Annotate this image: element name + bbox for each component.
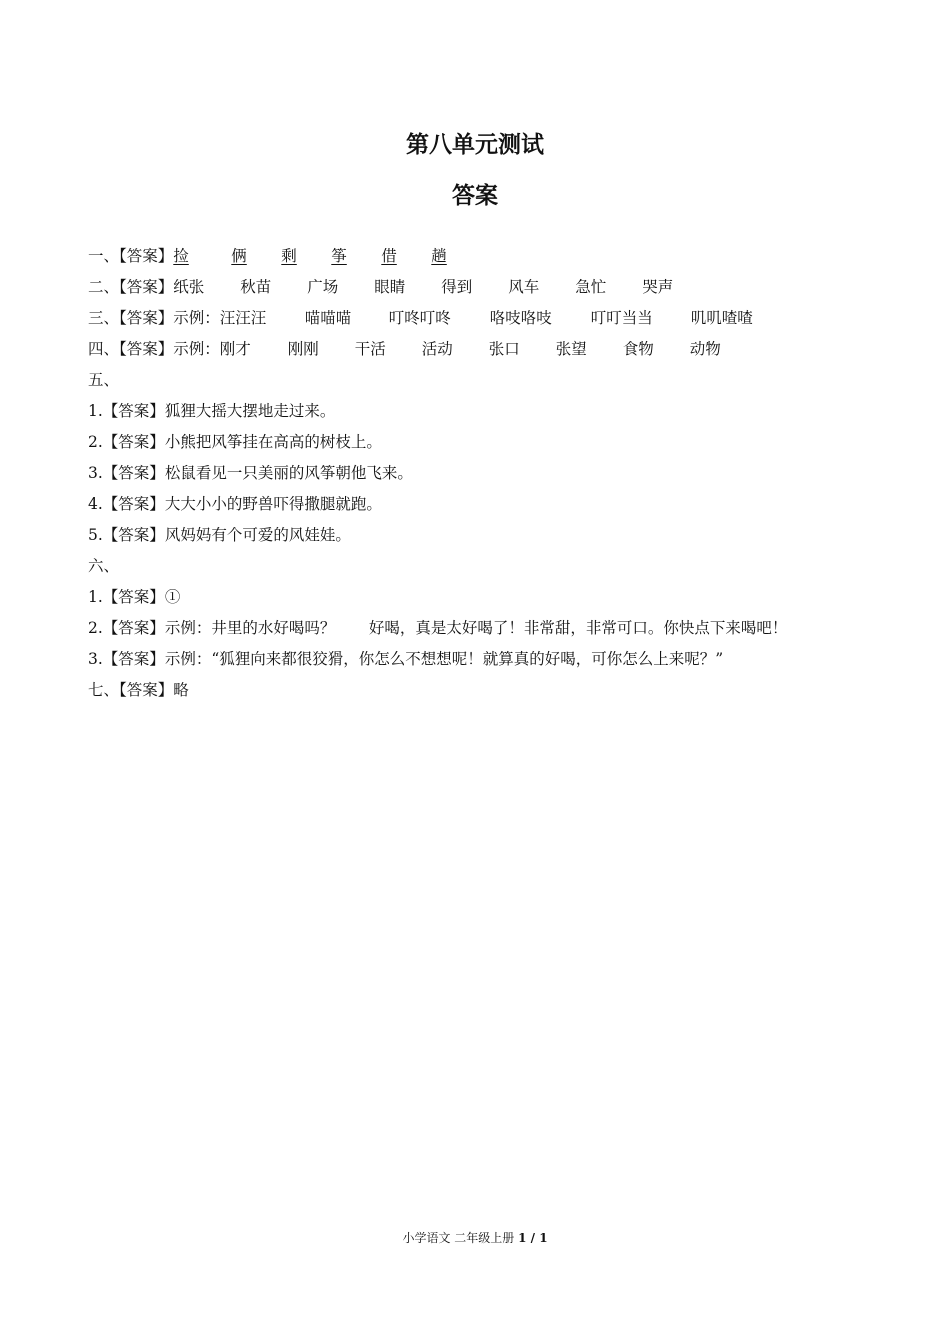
answer-tag: 【答案】	[102, 495, 165, 513]
item-number: 4.	[88, 495, 103, 513]
answer-text: 示例：“狐狸向来都很狡猾，你怎么不想想呢！就算真的好喝，可你怎么上来呢？”	[164, 650, 724, 668]
answer-word: 喵喵喵	[304, 309, 352, 327]
answer-item	[88, 494, 382, 514]
answer-item	[88, 525, 351, 545]
answer-text: 风妈妈有个可爱的风娃娃。	[164, 526, 351, 544]
answer-item	[88, 463, 413, 483]
answer-text: 大大小小的野兽吓得撒腿就跑。	[164, 495, 382, 513]
page-title: 第八单元测试	[406, 132, 544, 158]
answer-word: 眼睛	[374, 278, 406, 296]
answer-tag: 【答案】	[102, 433, 165, 451]
page-subtitle: 答案	[452, 183, 498, 209]
answer-text: 示例：井里的水好喝吗？	[164, 619, 336, 637]
answer-text: 狐狸大摇大摆地走过来。	[164, 402, 336, 420]
answer-word: 得到	[441, 278, 473, 296]
answer-word: 叽叽喳喳	[690, 309, 753, 327]
answer-word: 刚刚	[287, 340, 319, 358]
answer-tag: 【答案】	[102, 464, 165, 482]
answer-word: 食物	[622, 340, 654, 358]
answer-word: 刚才	[219, 340, 251, 358]
answer-word: 张口	[488, 340, 520, 358]
answer-line-4	[88, 339, 721, 359]
answer-tag: 【答案】	[119, 278, 174, 296]
item-number: 3.	[88, 464, 103, 482]
section-number: 七、	[88, 681, 120, 699]
answer-tag: 【答案】	[119, 340, 174, 358]
answer-tag: 【答案】	[119, 309, 174, 327]
answer-line-2	[88, 277, 673, 297]
section-heading-6: 六、	[88, 557, 120, 575]
section-number: 二、	[88, 278, 120, 296]
item-number: 1.	[88, 588, 103, 606]
item-number: 5.	[88, 526, 103, 544]
answer-item	[88, 401, 335, 421]
answer-tag: 【答案】	[102, 619, 165, 637]
example-label: 示例：	[173, 340, 220, 358]
answer-tag: 【答案】	[102, 650, 165, 668]
answer-word: 广场	[307, 278, 339, 296]
answer-tag: 【答案】	[102, 402, 165, 420]
answer-text: ①	[164, 588, 181, 606]
answer-line-1	[88, 246, 447, 266]
answer-item	[88, 587, 180, 607]
answer-word: 哭声	[642, 278, 674, 296]
item-number: 2.	[88, 433, 103, 451]
answer-word: 急忙	[575, 278, 607, 296]
footer-text: 小学语文 二年级上册	[402, 1231, 515, 1245]
section-heading-5: 五、	[88, 371, 120, 389]
answer-word: 汪汪汪	[219, 309, 267, 327]
answer-line-7	[88, 680, 189, 700]
answer-word: 秋苗	[240, 278, 272, 296]
answer-word: 俩	[231, 247, 247, 265]
item-number: 1.	[88, 402, 103, 420]
page-footer	[0, 1229, 950, 1246]
answer-word: 动物	[689, 340, 721, 358]
answer-word: 风车	[508, 278, 540, 296]
answer-item	[88, 432, 382, 452]
section-number: 四、	[88, 340, 120, 358]
answer-word: 剩	[281, 247, 297, 265]
answer-tag: 【答案】	[102, 526, 165, 544]
answer-word: 咯吱咯吱	[489, 309, 552, 327]
answer-word: 叮叮当当	[590, 309, 653, 327]
answer-line-3	[88, 308, 753, 328]
example-label: 示例：	[173, 309, 220, 327]
answer-word: 捡	[173, 247, 189, 265]
answer-word: 纸张	[173, 278, 205, 296]
answer-tag: 【答案】	[119, 681, 174, 699]
answer-text-reply: 好喝，真是太好喝了！非常甜，非常可口。你快点下来喝吧！	[368, 619, 788, 637]
answer-word: 张望	[555, 340, 587, 358]
answer-word: 筝	[331, 247, 347, 265]
answer-text: 略	[173, 681, 189, 699]
answer-word: 干活	[354, 340, 386, 358]
answer-item	[88, 649, 723, 669]
page-number: 1 / 1	[518, 1231, 548, 1245]
answer-tag: 【答案】	[102, 588, 165, 606]
section-number: 一、	[88, 247, 120, 265]
answer-tag: 【答案】	[119, 247, 174, 265]
answer-text: 松鼠看见一只美丽的风筝朝他飞来。	[164, 464, 413, 482]
section-number: 三、	[88, 309, 120, 327]
answer-item	[88, 618, 787, 638]
answer-text: 小熊把风筝挂在高高的树枝上。	[164, 433, 382, 451]
answer-word: 活动	[421, 340, 453, 358]
answer-word: 叮咚叮咚	[388, 309, 451, 327]
answer-word: 借	[381, 247, 397, 265]
item-number: 2.	[88, 619, 103, 637]
answer-word: 趟	[431, 247, 447, 265]
item-number: 3.	[88, 650, 103, 668]
